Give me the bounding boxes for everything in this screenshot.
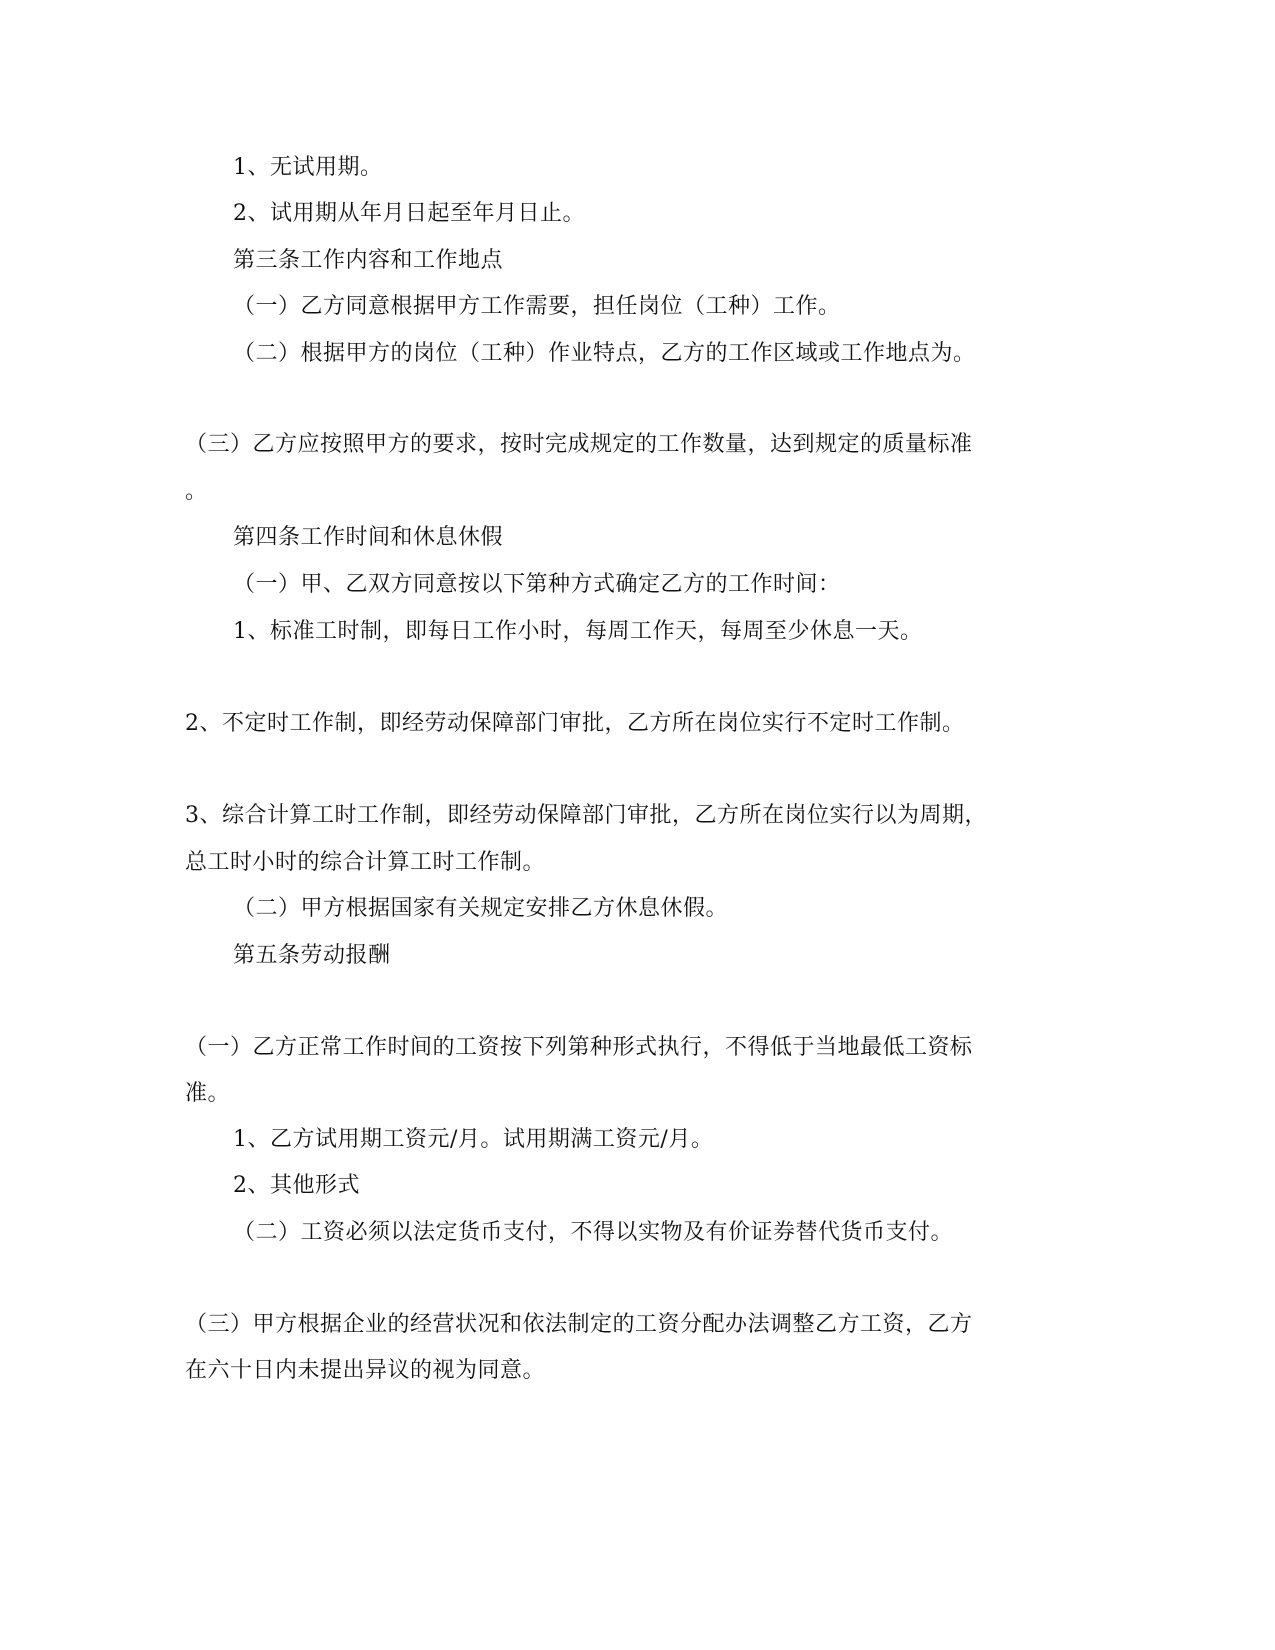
text-line: （二）甲方根据国家有关规定安排乙方休息休假。 [233, 896, 729, 921]
text-line: 1、乙方试用期工资元/月。试用期满工资元/月。 [233, 1127, 714, 1152]
text-line: （三）甲方根据企业的经营状况和依法制定的工资分配办法调整乙方工资，乙方 [185, 1312, 973, 1337]
text-line: 2、不定时工作制，即经劳动保障部门审批，乙方所在岗位实行不定时工作制。 [185, 711, 965, 736]
text-line: 。 [185, 479, 208, 504]
text-line: （一）乙方正常工作时间的工资按下列第种形式执行，不得低于当地最低工资标 [185, 1035, 973, 1060]
text-line: 在六十日内未提出异议的视为同意。 [185, 1358, 546, 1383]
text-line: 准。 [185, 1081, 231, 1106]
text-line: 总工时小时的综合计算工时工作制。 [185, 850, 546, 875]
text-line: （一）乙方同意根据甲方工作需要，担任岗位（工种）工作。 [233, 294, 841, 319]
text-line: 1、无试用期。 [233, 155, 383, 180]
text-line: 1、标准工时制，即每日工作小时，每周工作天，每周至少休息一天。 [233, 619, 923, 644]
text-line: 2、其他形式 [233, 1173, 360, 1198]
section-heading: 第四条工作时间和休息休假 [233, 525, 504, 550]
text-line: 3、综合计算工时工作制，即经劳动保障部门审批，乙方所在岗位实行以为周期， [185, 803, 987, 828]
text-line: （一）甲、乙双方同意按以下第种方式确定乙方的工作时间： [233, 572, 841, 597]
section-heading: 第五条劳动报酬 [233, 943, 391, 968]
text-line: 2、试用期从年月日起至年月日止。 [233, 201, 585, 226]
text-line: （三）乙方应按照甲方的要求，按时完成规定的工作数量，达到规定的质量标准 [185, 432, 973, 457]
section-heading: 第三条工作内容和工作地点 [233, 248, 504, 273]
text-line: （二）根据甲方的岗位（工种）作业特点，乙方的工作区域或工作地点为。 [233, 341, 976, 366]
text-line: （二）工资必须以法定货币支付，不得以实物及有价证券替代货币支付。 [233, 1220, 954, 1245]
